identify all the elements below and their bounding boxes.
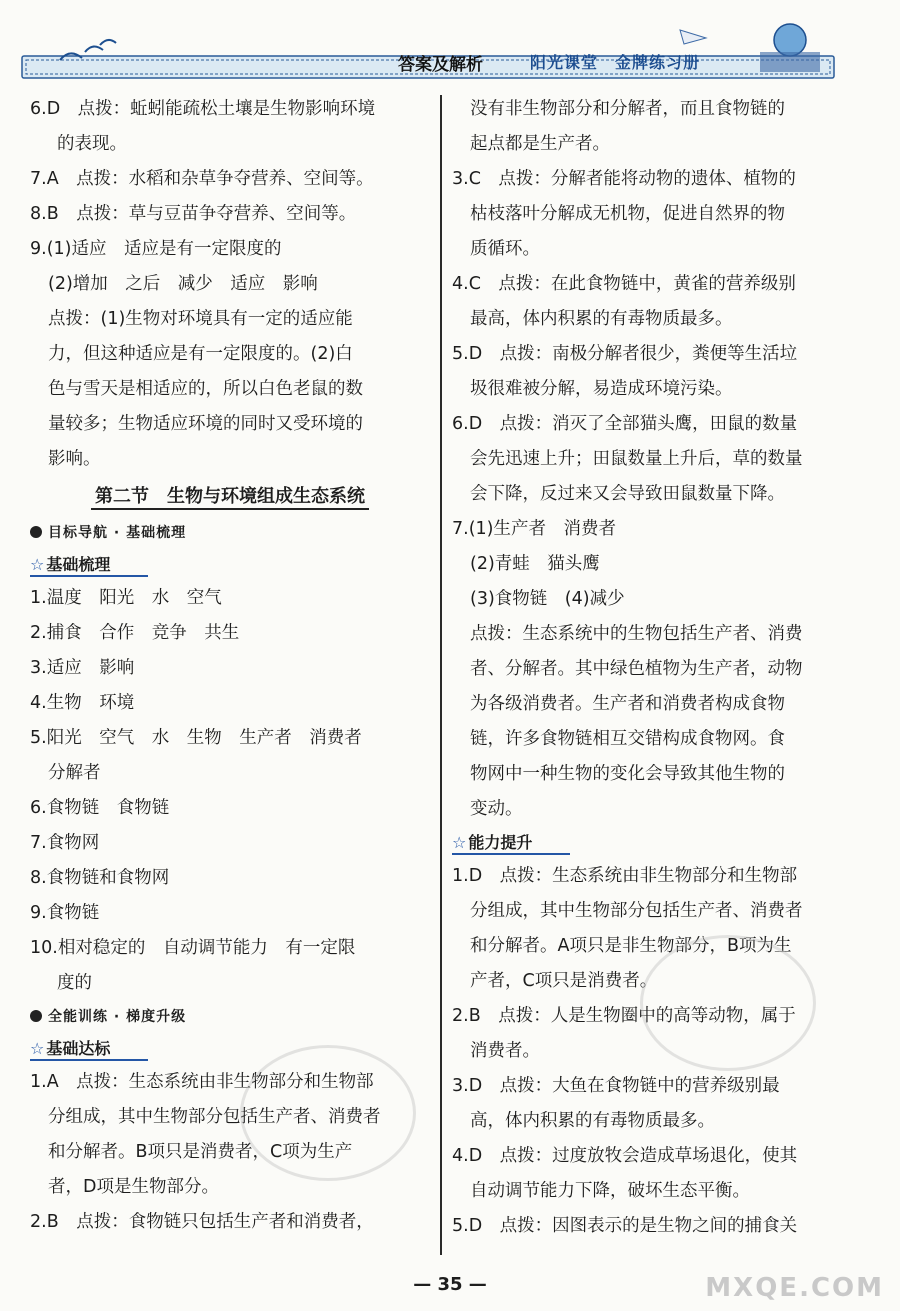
answer-line: 2.B 点拨：人是生物圈中的高等动物，属于 [452, 1006, 796, 1026]
nav-label-text: 目标导航 · 基础梳理 [48, 525, 187, 541]
answer-line: 和分解者。A项只是非生物部分，B项为生 [470, 936, 792, 956]
answer-line: 1.温度 阳光 水 空气 [30, 588, 222, 608]
star-icon: ☆ [30, 555, 45, 574]
answer-line: 起点都是生产者。 [470, 134, 610, 154]
nav-label-text: 全能训练 · 梯度升级 [48, 1009, 187, 1025]
answer-line: 7.(1)生产者 消费者 [452, 519, 616, 539]
header-decoration [0, 0, 900, 92]
sub-label-basics [30, 549, 430, 581]
answer-line: 10.相对稳定的 自动调节能力 有一定限 [30, 938, 356, 958]
answer-line: 点拨：(1)生物对环境具有一定的适应能 [48, 309, 353, 329]
bullet-icon [30, 526, 42, 538]
answer-line: 2.B 点拨：食物链只包括生产者和消费者， [30, 1212, 374, 1232]
answer-line: 3.C 点拨：分解者能将动物的遗体、植物的 [452, 169, 796, 189]
answer-line: 最高，体内积累的有毒物质最多。 [470, 309, 733, 329]
right-column [452, 92, 847, 1244]
answer-line: 者，D项是生物部分。 [48, 1177, 219, 1197]
answer-line: 物网中一种生物的变化会导致其他生物的 [470, 764, 785, 784]
answer-line: 6.D 点拨：蚯蚓能疏松土壤是生物影响环境 [30, 99, 376, 119]
answer-line: 没有非生物部分和分解者，而且食物链的 [470, 99, 785, 119]
answer-line: 6.D 点拨：消灭了全部猫头鹰，田鼠的数量 [452, 414, 798, 434]
answer-line: 4.D 点拨：过度放牧会造成草场退化，使其 [452, 1146, 798, 1166]
globe-icon [774, 24, 806, 56]
answer-line: 色与雪天是相适应的，所以白色老鼠的数 [48, 379, 363, 399]
column-divider [440, 95, 442, 1255]
star-icon: ☆ [452, 833, 467, 852]
answer-line: 变动。 [470, 799, 523, 819]
sub-label-advanced [452, 827, 847, 859]
answer-line: 4.C 点拨：在此食物链中，黄雀的营养级别 [452, 274, 796, 294]
bullet-icon [30, 1010, 42, 1022]
answer-line: 5.D 点拨：因图表示的是生物之间的捕食关 [452, 1216, 798, 1236]
answer-line: 4.生物 环境 [30, 693, 135, 713]
answer-line: 6.食物链 食物链 [30, 798, 170, 818]
nav-label-goals [30, 517, 430, 549]
answer-line: 圾很难被分解，易造成环境污染。 [470, 379, 733, 399]
answer-line: 2.捕食 合作 竞争 共生 [30, 623, 240, 643]
section-title-text: 第二节 生物与环境组成生态系统 [91, 486, 369, 510]
answer-line: 力，但这种适应是有一定限度的。(2)白 [48, 344, 353, 364]
answer-line: 点拨：生态系统中的生物包括生产者、消费 [470, 624, 803, 644]
stamp-decoration [640, 935, 816, 1071]
answer-line: 5.阳光 空气 水 生物 生产者 消费者 [30, 728, 362, 748]
header-title: 答案及解析 [398, 55, 483, 75]
answer-line: 产者，C项只是消费者。 [470, 971, 658, 991]
answer-line: 消费者。 [470, 1041, 540, 1061]
answer-line: 影响。 [48, 449, 101, 469]
answer-line: 8.食物链和食物网 [30, 868, 170, 888]
answer-line: 链，许多食物链相互交错构成食物网。食 [470, 729, 785, 749]
answer-line: 分组成，其中生物部分包括生产者、消费者 [48, 1107, 381, 1127]
answer-line: 分解者 [48, 763, 101, 783]
header-series-title: 阳光课堂 金牌练习册 [530, 53, 701, 72]
paper-plane-icon [680, 30, 706, 44]
answer-line: 自动调节能力下降，破坏生态平衡。 [470, 1181, 750, 1201]
answer-line: 3.适应 影响 [30, 658, 135, 678]
answer-line: 质循环。 [470, 239, 540, 259]
answer-line: 9.(1)适应 适应是有一定限度的 [30, 239, 282, 259]
answer-line: 3.D 点拨：大鱼在食物链中的营养级别最 [452, 1076, 780, 1096]
answer-line: 1.A 点拨：生态系统由非生物部分和生物部 [30, 1072, 374, 1092]
answer-line: 会先迅速上升；田鼠数量上升后，草的数量 [470, 449, 803, 469]
answer-line: 9.食物链 [30, 903, 100, 923]
answer-line: 度的 [57, 973, 92, 993]
answer-line: 量较多；生物适应环境的同时又受环境的 [48, 414, 363, 434]
nav-label-training [30, 1001, 430, 1033]
answer-line: (2)增加 之后 减少 适应 影响 [48, 274, 318, 294]
answer-line: 者、分解者。其中绿色植物为生产者，动物 [470, 659, 803, 679]
answer-line: 7.A 点拨：水稻和杂草争夺营养、空间等。 [30, 169, 374, 189]
answer-line: 1.D 点拨：生态系统由非生物部分和生物部 [452, 866, 798, 886]
answer-line: 分组成，其中生物部分包括生产者、消费者 [470, 901, 803, 921]
answer-line: 会下降，反过来又会导致田鼠数量下降。 [470, 484, 785, 504]
sub-label-text: 基础梳理 [46, 555, 111, 574]
answer-line: 枯枝落叶分解成无机物，促进自然界的物 [470, 204, 785, 224]
answer-line: (3)食物链 (4)减少 [470, 589, 625, 609]
page-header [0, 0, 900, 92]
answer-line: 和分解者。B项只是消费者，C项为生产 [48, 1142, 353, 1162]
star-icon: ☆ [30, 1039, 45, 1058]
sub-label-text: 基础达标 [46, 1039, 111, 1058]
answer-line: (2)青蛙 猫头鹰 [470, 554, 600, 574]
sub-label-text: 能力提升 [468, 833, 533, 852]
answer-line: 5.D 点拨：南极分解者很少，粪便等生活垃 [452, 344, 798, 364]
answer-line: 为各级消费者。生产者和消费者构成食物 [470, 694, 785, 714]
stamp-decoration [240, 1045, 416, 1181]
answer-line: 高，体内积累的有毒物质最多。 [470, 1111, 715, 1131]
answer-line: 7.食物网 [30, 833, 100, 853]
section-title [30, 477, 430, 517]
answer-line: 的表现。 [57, 134, 127, 154]
answer-line: 8.B 点拨：草与豆苗争夺营养、空间等。 [30, 204, 357, 224]
watermark: MXQE.COM [705, 1273, 884, 1303]
page-number: — 35 — [413, 1274, 487, 1295]
